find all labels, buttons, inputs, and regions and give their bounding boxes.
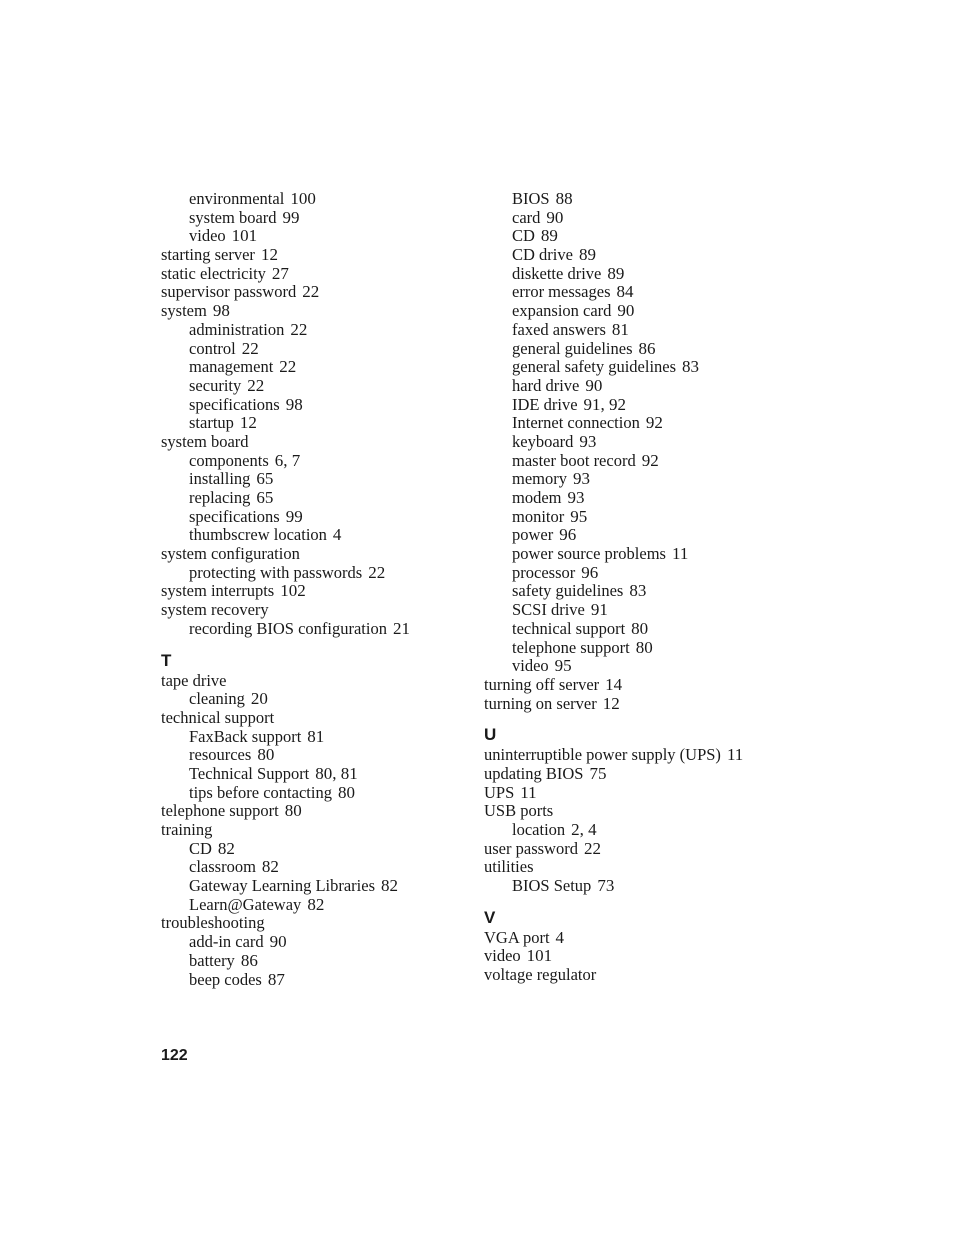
- index-subentry: [484, 340, 814, 359]
- index-entry: [484, 765, 814, 784]
- index-term: monitor: [512, 506, 565, 526]
- index-term: modem: [512, 488, 562, 507]
- index-subentry: [484, 227, 814, 246]
- index-subentry: [161, 489, 461, 508]
- index-term: diskette drive: [512, 263, 602, 283]
- index-subentry: [161, 358, 461, 377]
- index-term: turning on server: [484, 693, 597, 713]
- index-subentry: [484, 302, 814, 321]
- index-term: voltage regulator: [484, 965, 597, 985]
- index-entry: [484, 802, 814, 821]
- index-subentry: [161, 396, 461, 415]
- index-subentry: [484, 821, 814, 840]
- index-subentry: [484, 582, 814, 601]
- index-term: system recovery: [161, 600, 269, 620]
- index-term: updating BIOS: [484, 763, 584, 783]
- index-term: troubleshooting: [161, 913, 265, 933]
- page-reference: 99: [285, 506, 303, 526]
- index-term: system board: [161, 431, 249, 451]
- index-subentry: [161, 620, 461, 639]
- page-reference: 81: [307, 726, 325, 746]
- index-entry: [484, 676, 814, 695]
- page-reference: 100: [290, 189, 316, 208]
- index-term: control: [189, 338, 236, 358]
- page-reference: 11: [726, 745, 744, 765]
- index-term: CD drive: [512, 245, 573, 265]
- index-subentry: [484, 396, 814, 415]
- page-reference: 90: [617, 301, 635, 321]
- index-subentry: [161, 414, 461, 433]
- page-reference: 101: [526, 946, 553, 966]
- page-reference: 89: [607, 263, 625, 283]
- index-subentry: [484, 601, 814, 620]
- page-reference: 22: [241, 338, 259, 358]
- index-term: beep codes: [189, 969, 262, 989]
- index-subentry: [161, 840, 461, 859]
- index-term: system interrupts: [161, 581, 275, 601]
- index-subentry: [484, 209, 814, 228]
- index-entry: [484, 858, 814, 877]
- index-subentry: [161, 564, 461, 583]
- index-subentry: [484, 877, 814, 896]
- index-subentry: [484, 526, 814, 545]
- page-reference: 102: [280, 581, 306, 601]
- index-subentry: [484, 358, 814, 377]
- index-entry: [161, 821, 461, 840]
- page-reference: 91: [590, 600, 608, 620]
- page-reference: 88: [555, 189, 573, 208]
- index-term: video: [512, 656, 549, 676]
- index-entry: [161, 914, 461, 933]
- index-term: utilities: [484, 857, 534, 877]
- index-term: Technical Support: [189, 763, 310, 783]
- index-term: location: [512, 820, 566, 839]
- page-reference: 22: [302, 282, 320, 302]
- index-term: system configuration: [161, 544, 300, 564]
- page-reference: 89: [540, 226, 558, 246]
- index-term: safety guidelines: [512, 581, 624, 601]
- index-subentry: [161, 209, 461, 228]
- index-subentry: [161, 896, 461, 915]
- index-term: training: [161, 820, 213, 839]
- index-term: CD: [512, 226, 535, 246]
- index-subentry: [161, 858, 461, 877]
- index-term: add-in card: [189, 932, 264, 952]
- index-entry: [161, 433, 461, 452]
- index-subentry: [161, 452, 461, 471]
- index-term: USB ports: [484, 801, 554, 821]
- page-number: 122: [161, 1047, 188, 1064]
- page-reference: 4: [555, 927, 565, 947]
- page-reference: 89: [578, 245, 596, 265]
- index-term: processor: [512, 562, 576, 582]
- page-reference: 2, 4: [571, 820, 597, 839]
- page-reference: 83: [682, 357, 700, 377]
- index-term: system board: [189, 207, 277, 227]
- index-term: cleaning: [189, 689, 245, 709]
- index-term: BIOS Setup: [512, 876, 592, 896]
- section-letter-t: T: [161, 650, 172, 670]
- index-term: replacing: [189, 488, 251, 507]
- index-subentry: [161, 227, 461, 246]
- index-subentry: [484, 620, 814, 639]
- page-reference: 95: [554, 656, 572, 676]
- page-reference: 12: [239, 413, 257, 433]
- page-reference: 80, 81: [315, 763, 358, 783]
- index-subentry: [484, 321, 814, 340]
- page-reference: 90: [269, 932, 287, 952]
- index-term: error messages: [512, 282, 611, 302]
- page-reference: 80: [631, 618, 649, 638]
- page-reference: 80: [337, 782, 355, 802]
- index-subentry: [484, 452, 814, 471]
- page-reference: 80: [284, 801, 302, 821]
- index-term: Learn@Gateway: [189, 894, 302, 914]
- page-reference: 81: [611, 319, 629, 339]
- page-reference: 22: [290, 319, 308, 339]
- index-subentry: [161, 377, 461, 396]
- index-subentry: [161, 340, 461, 359]
- index-subentry: [161, 877, 461, 896]
- index-subentry: [484, 190, 814, 209]
- index-term: protecting with passwords: [189, 562, 363, 582]
- page-reference: 4: [332, 525, 342, 545]
- index-subentry: [484, 283, 814, 302]
- section-letter-u: U: [484, 725, 497, 745]
- page-reference: 27: [271, 263, 289, 283]
- page-reference: 11: [520, 782, 537, 802]
- index-column-right: [484, 190, 814, 985]
- page-reference: 80: [257, 745, 275, 765]
- page-reference: 82: [261, 857, 279, 877]
- section-letter-v: V: [484, 907, 496, 927]
- index-term: recording BIOS configuration: [189, 618, 387, 638]
- index-entry: [161, 265, 461, 284]
- index-subentry: [484, 470, 814, 489]
- index-term: starting server: [161, 245, 255, 265]
- page-reference: 12: [260, 245, 278, 265]
- index-subentry: [161, 190, 461, 209]
- index-term: telephone support: [512, 637, 630, 657]
- index-term: telephone support: [161, 801, 279, 821]
- page-reference: 93: [579, 431, 597, 451]
- page-reference: 82: [217, 838, 235, 858]
- index-term: specifications: [189, 394, 280, 414]
- index-entry: [161, 601, 461, 620]
- index-entry: [484, 947, 814, 966]
- index-term: expansion card: [512, 301, 612, 321]
- page-reference: 82: [307, 894, 325, 914]
- page-reference: 73: [597, 876, 615, 896]
- index-term: IDE drive: [512, 394, 578, 414]
- index-subentry: [484, 508, 814, 527]
- index-entry: [161, 283, 461, 302]
- page-reference: 93: [573, 469, 590, 489]
- page-reference: 12: [602, 693, 620, 713]
- index-entry: [161, 302, 461, 321]
- index-subentry: [484, 489, 814, 508]
- index-term: turning off server: [484, 674, 600, 694]
- page-reference: 98: [285, 394, 303, 414]
- index-term: management: [189, 357, 274, 377]
- index-entry: [484, 784, 814, 803]
- index-subentry: [161, 508, 461, 527]
- index-term: technical support: [512, 618, 626, 638]
- index-subentry: [484, 564, 814, 583]
- index-term: general safety guidelines: [512, 357, 677, 377]
- index-term: video: [189, 226, 226, 246]
- page-reference: 21: [392, 618, 410, 638]
- index-subentry: [161, 784, 461, 803]
- index-term: Internet connection: [512, 413, 640, 433]
- index-term: hard drive: [512, 375, 580, 395]
- index-term: BIOS: [512, 189, 550, 208]
- index-term: startup: [189, 413, 234, 433]
- index-term: battery: [189, 950, 235, 970]
- index-term: CD: [189, 838, 212, 858]
- page-reference: 6, 7: [274, 450, 301, 470]
- page-reference: 65: [256, 469, 274, 489]
- index-term: environmental: [189, 189, 285, 208]
- index-term: thumbscrew location: [189, 525, 327, 545]
- index-subentry: [161, 728, 461, 747]
- page-reference: 22: [279, 357, 297, 377]
- page-reference: 99: [282, 207, 300, 227]
- index-entry: [484, 966, 814, 985]
- page-reference: 14: [605, 674, 623, 694]
- page-reference: 75: [589, 763, 607, 783]
- index-entry: [161, 246, 461, 265]
- index-term: system: [161, 301, 207, 321]
- index-column-left: [161, 190, 461, 989]
- index-term: security: [189, 375, 242, 395]
- index-subentry: [484, 377, 814, 396]
- index-entry: [484, 840, 814, 859]
- page-reference: 22: [583, 838, 601, 858]
- page-reference: 101: [231, 226, 258, 246]
- page-reference: 11: [671, 544, 689, 564]
- index-term: card: [512, 207, 541, 227]
- index-subentry: [161, 526, 461, 545]
- index-term: general guidelines: [512, 338, 633, 358]
- index-subentry: [484, 414, 814, 433]
- index-term: specifications: [189, 506, 280, 526]
- index-term: power source problems: [512, 544, 666, 564]
- page-reference: 20: [250, 689, 268, 709]
- index-subentry: [161, 952, 461, 971]
- page-reference: 86: [638, 338, 656, 358]
- page-reference: 65: [256, 488, 274, 507]
- index-term: master boot record: [512, 450, 636, 470]
- index-subentry: [161, 321, 461, 340]
- index-term: uninterruptible power supply (UPS): [484, 745, 721, 765]
- index-subentry: [161, 470, 461, 489]
- index-term: VGA port: [484, 927, 550, 947]
- index-term: FaxBack support: [189, 726, 302, 746]
- index-term: resources: [189, 745, 252, 765]
- index-subentry: [161, 765, 461, 784]
- index-term: SCSI drive: [512, 600, 585, 620]
- page-reference: 92: [641, 450, 659, 470]
- page-reference: 82: [381, 876, 398, 896]
- page-reference: 84: [616, 282, 634, 302]
- page-reference: 86: [240, 950, 258, 970]
- index-term: components: [189, 450, 269, 470]
- index-entry: [161, 802, 461, 821]
- index-term: Gateway Learning Libraries: [189, 876, 375, 896]
- page-reference: 98: [212, 301, 230, 321]
- index-term: user password: [484, 838, 578, 858]
- index-term: faxed answers: [512, 319, 606, 339]
- index-entry: [484, 746, 814, 765]
- page-reference: 80: [635, 637, 653, 657]
- index-subentry: [484, 433, 814, 452]
- index-subentry: [161, 933, 461, 952]
- index-subentry: [484, 246, 814, 265]
- index-term: classroom: [189, 857, 256, 877]
- page-reference: 83: [629, 581, 647, 601]
- index-term: keyboard: [512, 431, 574, 451]
- page-reference: 96: [581, 562, 599, 582]
- index-entry: [161, 545, 461, 564]
- index-entry: [161, 672, 461, 691]
- page-reference: 91, 92: [583, 394, 627, 414]
- page-reference: 92: [645, 413, 663, 433]
- page-reference: 22: [368, 562, 386, 582]
- page-reference: 22: [247, 375, 265, 395]
- page-reference: 95: [570, 506, 588, 526]
- index-term: tips before contacting: [189, 782, 332, 802]
- index-term: UPS: [484, 782, 515, 802]
- page-reference: 90: [585, 375, 603, 395]
- index-subentry: [484, 545, 814, 564]
- index-subentry: [484, 639, 814, 658]
- index-term: tape drive: [161, 670, 227, 690]
- index-term: administration: [189, 319, 285, 339]
- index-term: technical support: [161, 707, 275, 727]
- page-reference: 96: [559, 525, 577, 545]
- index-entry: [161, 709, 461, 728]
- index-term: power: [512, 525, 554, 545]
- index-term: static electricity: [161, 263, 266, 283]
- index-term: supervisor password: [161, 282, 297, 302]
- index-subentry: [161, 690, 461, 709]
- index-entry: [161, 582, 461, 601]
- index-subentry: [161, 971, 461, 990]
- index-subentry: [161, 746, 461, 765]
- index-term: video: [484, 946, 521, 966]
- page-reference: 87: [267, 969, 285, 989]
- index-term: memory: [512, 469, 567, 489]
- index-entry: [484, 695, 814, 714]
- index-term: installing: [189, 469, 251, 489]
- index-entry: [484, 929, 814, 948]
- page-reference: 93: [567, 488, 585, 507]
- index-subentry: [484, 657, 814, 676]
- page-reference: 90: [546, 207, 564, 227]
- index-subentry: [484, 265, 814, 284]
